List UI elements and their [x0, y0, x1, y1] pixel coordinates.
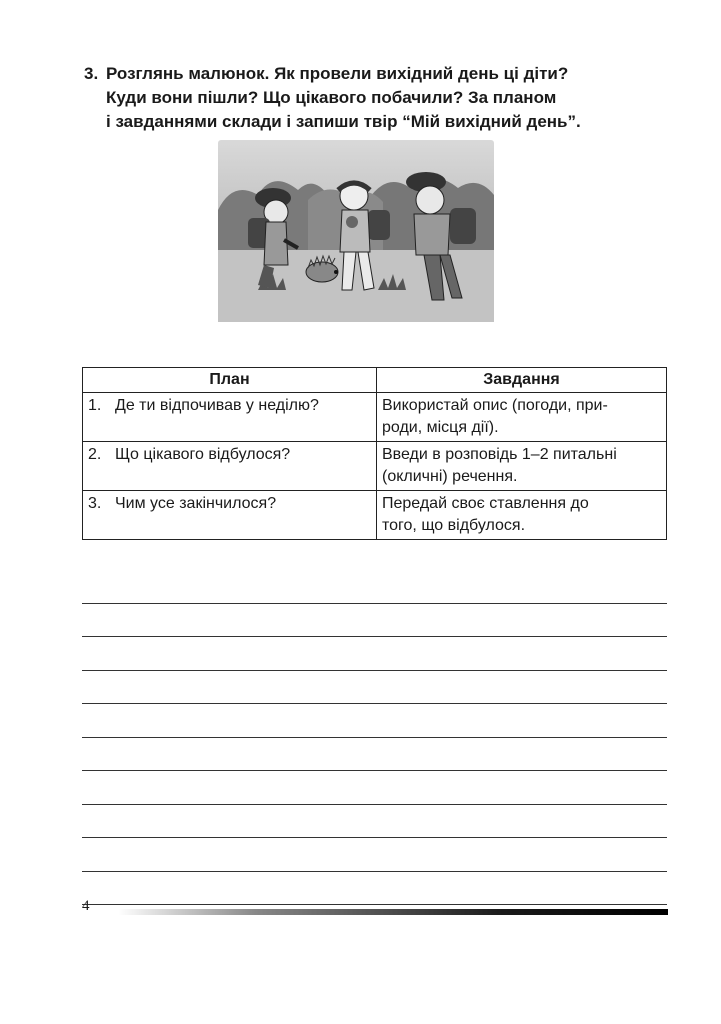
row-number: 3.: [88, 495, 102, 512]
table-header-row: [83, 368, 667, 393]
task-text-line: того, що відбулося.: [382, 517, 526, 534]
task-text-line: (окличні) речення.: [382, 468, 518, 485]
plan-cell: [83, 491, 377, 540]
task-text-line: Використай опис (погоди, при-: [382, 397, 608, 414]
plan-text: Де ти відпочивав у неділю?: [115, 397, 319, 414]
writing-line[interactable]: [82, 872, 667, 906]
task-text-line: Введи в розповідь 1–2 питальні: [382, 446, 617, 463]
writing-line[interactable]: [82, 738, 667, 772]
task-text: [106, 62, 581, 134]
writing-line[interactable]: [82, 570, 667, 604]
table-row: [83, 442, 667, 491]
writing-line[interactable]: [82, 671, 667, 705]
writing-line[interactable]: [82, 805, 667, 839]
table-row: [83, 393, 667, 442]
plan-text: Що цікавого відбулося?: [115, 446, 291, 463]
header-plan: План: [83, 368, 377, 393]
row-number: 2.: [88, 446, 102, 463]
writing-line[interactable]: [82, 637, 667, 671]
plan-table: [82, 367, 667, 540]
row-number: 1.: [88, 397, 102, 414]
children-hedgehog-illustration: [218, 140, 494, 322]
writing-line[interactable]: [82, 704, 667, 738]
task-line-1: Розглянь малюнок. Як провели вихідний день ці діти?: [106, 64, 569, 83]
task-line-3: і завданнями склади і запиши твір “Мій вихідний день”.: [106, 112, 581, 131]
writing-lines[interactable]: [82, 570, 667, 905]
task-cell: [377, 393, 667, 442]
writing-line[interactable]: [82, 838, 667, 872]
page-number: 4: [82, 898, 90, 914]
writing-line[interactable]: [82, 771, 667, 805]
footer-decorative-bar: [118, 909, 668, 915]
table-row: [83, 491, 667, 540]
task-line-2: Куди вони пішли? Що цікавого побачили? За планом: [106, 88, 557, 107]
task-cell: [377, 491, 667, 540]
writing-line[interactable]: [82, 604, 667, 638]
task-cell: [377, 442, 667, 491]
plan-cell: [83, 393, 377, 442]
plan-text: Чим усе закінчилося?: [115, 495, 277, 512]
task-text-line: Передай своє ставлення до: [382, 495, 589, 512]
task-number: 3.: [84, 64, 99, 83]
plan-cell: [83, 442, 377, 491]
header-task: Завдання: [377, 368, 667, 393]
task-text-line: роди, місця дії).: [382, 419, 499, 436]
